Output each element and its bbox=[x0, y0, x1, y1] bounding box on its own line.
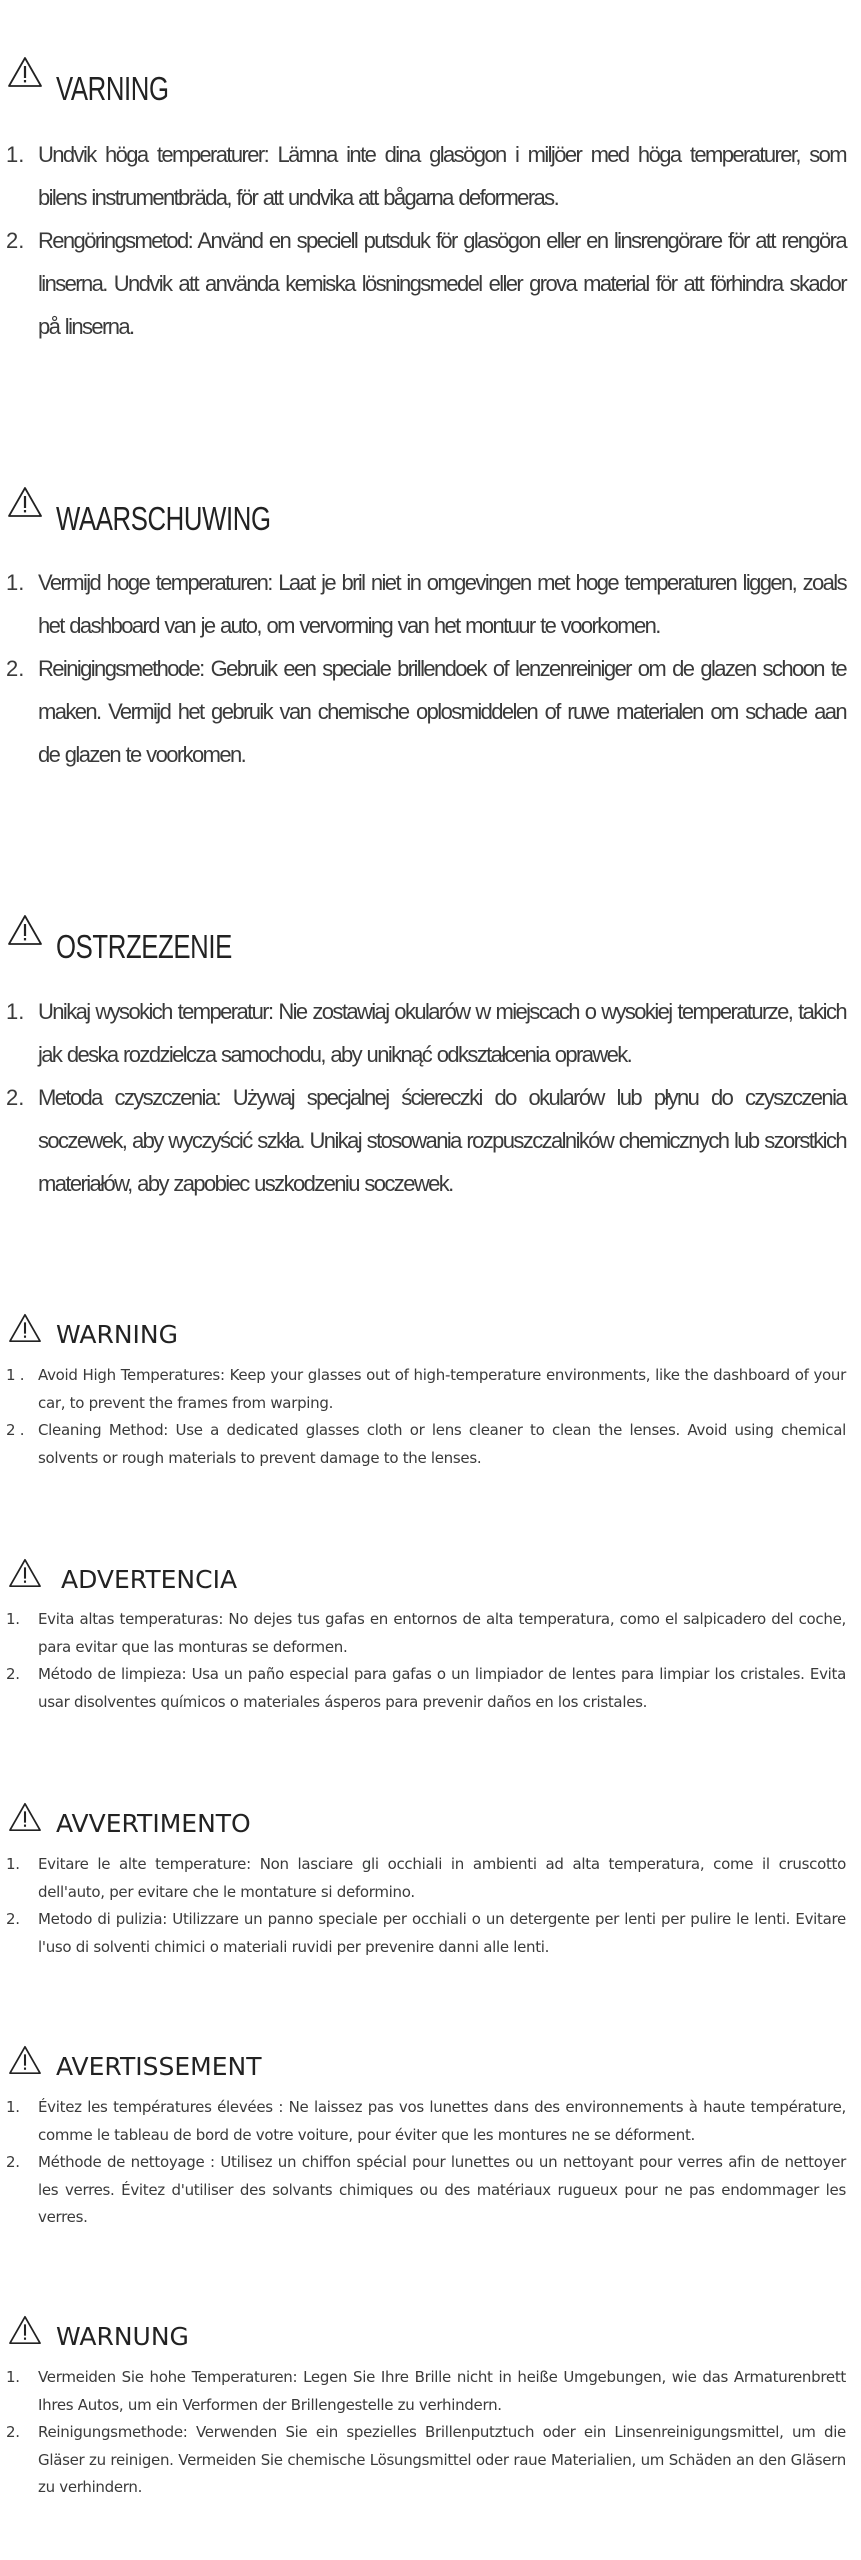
list-item bbox=[0, 2149, 861, 2232]
item-text: Vermeiden Sie hohe Temperaturen: Legen Sie Ihre Brille nicht in heiße Umgebungen, wie das Armaturenbrett Ihres Autos, um ein Verformen der Brillengestelle zu verhindern. bbox=[38, 2368, 846, 2414]
item-text: Cleaning Method: Use a dedicated glasses cloth or lens cleaner to clean the lenses. Avoid using chemical solvents or rough materials to prevent damage to the lenses. bbox=[38, 1421, 846, 1467]
section-title: WAARSCHUWING bbox=[56, 500, 271, 537]
warning-section-dutch bbox=[0, 480, 861, 780]
instruction-list bbox=[0, 1851, 861, 1961]
item-number: 1. bbox=[6, 999, 25, 1024]
warning-section-swedish bbox=[0, 50, 861, 350]
list-item bbox=[0, 1906, 861, 1961]
section-title: AVVERTIMENTO bbox=[56, 1809, 251, 1838]
list-item bbox=[0, 1417, 861, 1472]
item-text: Méthode de nettoyage : Utilisez un chiffon spécial pour lunettes ou un nettoyant pour verres afin de nettoyer les verres. Évitez d'utiliser des solvants chimiques ou des matériaux rugueux pour ne pas endommager les verres. bbox=[38, 2153, 846, 2226]
item-number: 1. bbox=[6, 142, 25, 167]
list-item bbox=[0, 561, 861, 647]
item-number: 2. bbox=[6, 1085, 25, 1110]
warning-triangle-icon bbox=[7, 913, 43, 947]
section-title: VARNING bbox=[56, 70, 169, 107]
item-text: Unikaj wysokich temperatur: Nie zostawiaj okularów w miejscach o wysokiej temperaturze, takich jak deska rozdzielcza samochodu, aby uniknąć odkształcenia oprawek. bbox=[38, 999, 846, 1067]
warning-section-english bbox=[0, 1312, 861, 1492]
item-number: 1. bbox=[6, 570, 25, 595]
list-item bbox=[0, 647, 861, 776]
item-number: 1. bbox=[6, 1855, 20, 1873]
list-item bbox=[0, 1606, 861, 1661]
warning-section-spanish bbox=[0, 1557, 861, 1737]
item-number: 2. bbox=[6, 2423, 20, 2441]
item-number: 2. bbox=[6, 2153, 20, 2171]
warning-triangle-icon bbox=[7, 2314, 43, 2346]
item-text: Avoid High Temperatures: Keep your glasses out of high-temperature environments, like the dashboard of your car, to prevent the frames from warping. bbox=[38, 1366, 846, 1412]
list-item bbox=[0, 2419, 861, 2502]
list-item bbox=[0, 1661, 861, 1716]
warning-triangle-icon bbox=[7, 2044, 43, 2076]
list-item bbox=[0, 219, 861, 348]
item-text: Metodo di pulizia: Utilizzare un panno speciale per occhiali o un detergente per lenti per pulire le lenti. Evitare l'uso di solventi chimici o materiali ruvidi per prevenire danni alle lenti. bbox=[38, 1910, 846, 1956]
item-text: Undvik höga temperaturer: Lämna inte dina glasögon i miljöer med höga temperaturer, som bilens instrumentbräda, för att undvika att bågarna deformeras. bbox=[38, 142, 846, 210]
warning-section-german bbox=[0, 2314, 861, 2514]
item-number: 2. bbox=[6, 656, 25, 681]
item-number: 1. bbox=[6, 2098, 20, 2116]
instruction-list bbox=[0, 2094, 861, 2232]
item-text: Evitare le alte temperature: Non lasciare gli occhiali in ambienti ad alta temperatura, come il cruscotto dell'auto, per evitare che le montature si deformino. bbox=[38, 1855, 846, 1901]
instruction-list bbox=[0, 990, 861, 1205]
section-title: OSTRZEZENIE bbox=[56, 928, 232, 965]
warning-triangle-icon bbox=[7, 1312, 43, 1344]
item-number: 2 . bbox=[6, 1421, 25, 1439]
list-item bbox=[0, 1362, 861, 1417]
item-text: Metoda czyszczenia: Używaj specjalnej ściereczki do okularów lub płynu do czyszczenia soczewek, aby wyczyścić szkła. Unikaj stosowania rozpuszczalników chemicznych lub szorstkich materiałów, aby zapobiec uszkodzeniu soczewek. bbox=[38, 1085, 846, 1196]
list-item bbox=[0, 2364, 861, 2419]
item-text: Reinigingsmethode: Gebruik een speciale brillendoek of lenzenreiniger om de glazen schoon te maken. Vermijd het gebruik van chemische oplosmiddelen of ruwe materialen om schade aan de glazen te voorkomen. bbox=[38, 656, 846, 767]
item-number: 1. bbox=[6, 2368, 20, 2386]
warning-triangle-icon bbox=[7, 485, 43, 519]
item-text: Vermijd hoge temperaturen: Laat je bril niet in omgevingen met hoge temperaturen liggen, zoals het dashboard van je auto, om vervorming van het montuur te voorkomen. bbox=[38, 570, 846, 638]
warning-section-polish bbox=[0, 908, 861, 1208]
item-number: 2. bbox=[6, 228, 25, 253]
item-text: Évitez les températures élevées : Ne laissez pas vos lunettes dans des environnements à haute température, comme le tableau de bord de votre voiture, pour éviter que les montures ne se déforment. bbox=[38, 2098, 846, 2144]
instruction-list bbox=[0, 2364, 861, 2502]
warning-section-french bbox=[0, 2044, 861, 2244]
section-title: WARNUNG bbox=[56, 2322, 189, 2351]
instruction-list bbox=[0, 561, 861, 776]
warning-section-italian bbox=[0, 1801, 861, 1981]
list-item bbox=[0, 1076, 861, 1205]
item-number: 2. bbox=[6, 1665, 20, 1683]
instruction-list bbox=[0, 1362, 861, 1472]
item-number: 1 . bbox=[6, 1366, 25, 1384]
item-number: 1. bbox=[6, 1610, 20, 1628]
warning-triangle-icon bbox=[7, 55, 43, 89]
item-text: Reinigungsmethode: Verwenden Sie ein spezielles Brillenputztuch oder ein Linsenreinigungsmittel, um die Gläser zu reinigen. Vermeiden Sie chemische Lösungsmittel oder raue Materialien, um Schäden an den Gläsern zu verhindern. bbox=[38, 2423, 846, 2496]
instruction-list bbox=[0, 1606, 861, 1716]
warning-triangle-icon bbox=[7, 1801, 43, 1833]
list-item bbox=[0, 2094, 861, 2149]
section-title: ADVERTENCIA bbox=[61, 1565, 238, 1594]
item-text: Evita altas temperaturas: No dejes tus gafas en entornos de alta temperatura, como el salpicadero del coche, para evitar que las monturas se deformen. bbox=[38, 1610, 846, 1656]
section-title: WARNING bbox=[56, 1320, 178, 1349]
item-text: Rengöringsmetod: Använd en speciell putsduk för glasögon eller en linsrengörare för att rengöra linserna. Undvik att använda kemiska lösningsmedel eller grova material för att förhindra skador på linserna. bbox=[38, 228, 846, 339]
warning-triangle-icon bbox=[7, 1557, 43, 1589]
list-item bbox=[0, 1851, 861, 1906]
section-title: AVERTISSEMENT bbox=[56, 2052, 262, 2081]
item-number: 2. bbox=[6, 1910, 20, 1928]
instruction-list bbox=[0, 133, 861, 348]
item-text: Método de limpieza: Usa un paño especial para gafas o un limpiador de lentes para limpiar los cristales. Evita usar disolventes químicos o materiales ásperos para prevenir daños en los cristales. bbox=[38, 1665, 846, 1711]
list-item bbox=[0, 990, 861, 1076]
list-item bbox=[0, 133, 861, 219]
